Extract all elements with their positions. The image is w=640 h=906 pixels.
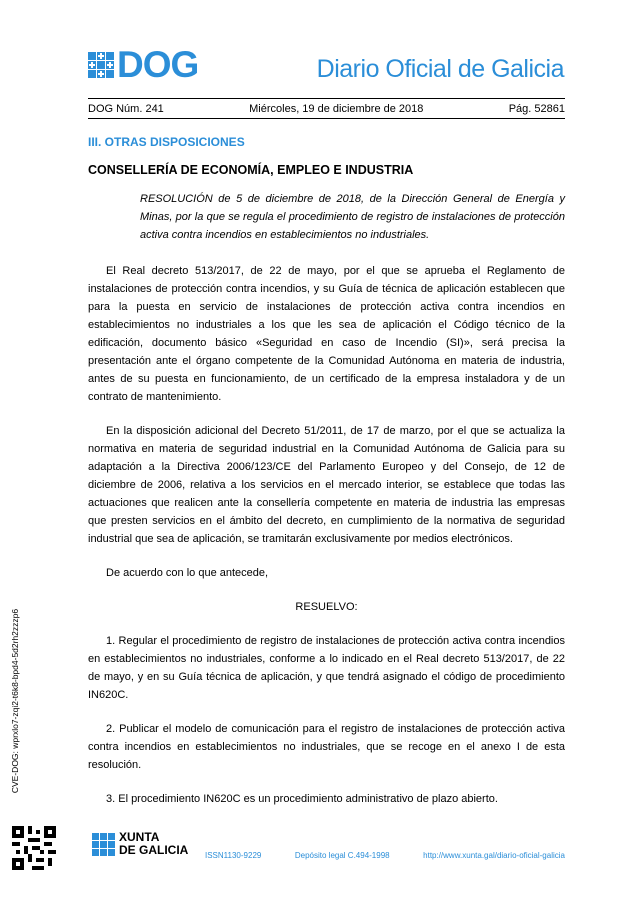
issn: ISSN1130-9229 xyxy=(205,851,262,860)
section-title: III. OTRAS DISPOSICIONES xyxy=(88,135,245,149)
xunta-line-1: XUNTA xyxy=(119,830,160,844)
issue-date: Miércoles, 19 de diciembre de 2018 xyxy=(249,102,424,115)
logo-grid-icon xyxy=(88,52,114,78)
page-number: Pág. 52861 xyxy=(508,102,565,115)
paragraph-2: En la disposición adicional del Decreto 51/2011, de 17 de marzo, por el que se actualiza la normativa en materia de seguridad industrial en la Comunidad Autónoma de Galicia para su adaptación a la Directiva 2006/123/CE del Parlamento Europeo y del Consejo, de 12 de diciembre de 2006, relativa a los servicios en el mercado interior, se establece que todas las actuaciones que realicen ante la consellería competente en materia de industria las empresas que presten servicios en el ámbito del decreto, en cumplimiento de la normativa de seguridad industrial que sea de aplicación, se tramitarán exclusivamente por medios electrónicos. xyxy=(88,425,565,545)
item-3: 3. El procedimiento IN620C es un procedimiento administrativo de plazo abierto. xyxy=(106,793,498,805)
xunta-line-2: DE GALICIA xyxy=(119,843,189,857)
publication-title: Diario Oficial de Galicia xyxy=(316,55,564,83)
xunta-text xyxy=(119,831,188,857)
deposito-legal: Depósito legal C.494-1998 xyxy=(294,851,390,860)
xunta-logo xyxy=(92,831,188,857)
paragraph-3: De acuerdo con lo que antecede, xyxy=(106,567,269,579)
logo-text: DOG xyxy=(117,44,199,85)
qr-code-icon xyxy=(12,826,56,870)
footer-url[interactable]: http://www.xunta.gal/diario-oficial-galicia xyxy=(423,851,565,860)
resolution-summary: RESOLUCIÓN de 5 de diciembre de 2018, de la Dirección General de Energía y Minas, por la que se regula el procedimiento de registro de instalaciones de protección activa contra incendios en establecimientos no industriales. xyxy=(140,193,565,241)
xunta-grid-icon xyxy=(92,833,115,856)
footer-info xyxy=(205,851,565,860)
document-body xyxy=(88,262,565,824)
item-2: 2. Publicar el modelo de comunicación para el registro de instalaciones de protección activa contra incendios en establecimientos no industriales, que se recoge en el anexo I de esta resolución. xyxy=(88,723,565,771)
dog-logo xyxy=(88,46,198,83)
issue-number: DOG Núm. 241 xyxy=(88,102,164,115)
issue-header xyxy=(88,98,565,119)
paragraph-1: El Real decreto 513/2017, de 22 de mayo, por el que se aprueba el Reglamento de instalaciones de protección contra incendios, y su Guía de técnica de aplicación establecen que para la puesta en servicio de instalaciones de protección activa contra incendios en establecimientos no industriales a los que les sea de aplicación el Código técnico de la edificación, documento básico «Seguridad en caso de Incendio (SI)», será precisa la presentación ante el órgano competente de la Comunidad Autónoma en materia de industria, antes de su puesta en funcionamiento, de un certificado de la empresa instaladora y de un contrato de mantenimiento. xyxy=(88,265,565,403)
cve-code-text: CVE-DOG: wprxlo7-zqi2-t6k8-bpd4-5d2rh2zzzp6 xyxy=(10,608,20,794)
department-title: CONSELLERÍA DE ECONOMÍA, EMPLEO E INDUSTRIA xyxy=(88,163,414,177)
resuelvo-heading: RESUELVO: xyxy=(295,601,358,613)
item-1: 1. Regular el procedimiento de registro de instalaciones de protección activa contra incendios en establecimientos no industriales, conforme a lo indicado en el Real decreto 513/2017, de 22 de mayo, y en su Guía técnica de aplicación, y que tendrá asignado el código de procedimiento IN620C. xyxy=(88,635,565,701)
cve-code xyxy=(10,598,22,808)
